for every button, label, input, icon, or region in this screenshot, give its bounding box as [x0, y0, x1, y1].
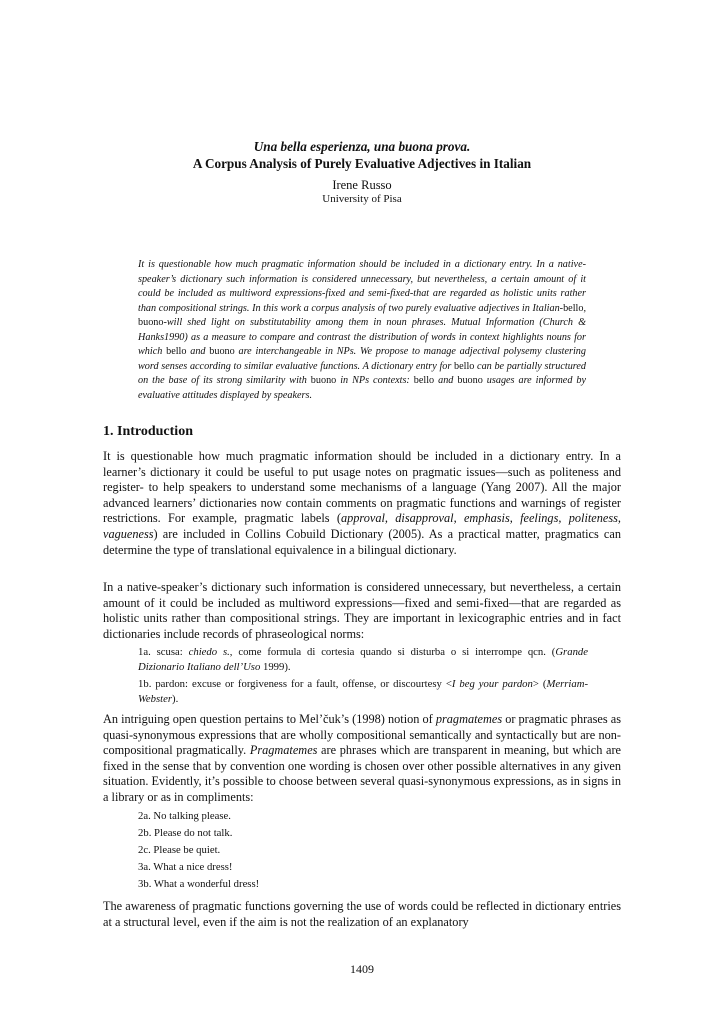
example-italic: chiedo s.	[188, 646, 230, 658]
author-name: Irene Russo	[332, 178, 392, 192]
abstract-text: It is questionable how much pragmatic information should be included in a dictionary entry. In a native-speaker’s dictionary such information is considered unnecessary, but nevertheless, a certain amount of it could be included as multiword expressions-fixed and semi-fixed-that are regarded as holistic units rather than compositional strings. In this work a corpus analysis of two purely evaluative adjectives in Italian-	[138, 259, 586, 314]
example-1a	[138, 645, 588, 674]
example-text: > (	[532, 678, 547, 690]
paragraph-text: An intriguing open question pertains to Mel’čuk’s (1998) notion of	[103, 712, 436, 726]
example-item: 3a. What a nice dress!	[138, 861, 233, 874]
paragraph-4: The awareness of pragmatic functions governing the use of words could be reflected in dictionary entries at a structural level, even if the aim is not the realization of an explanatory	[103, 899, 621, 929]
adjective-term: buono	[310, 375, 337, 386]
term-pragmatemes: Pragmatemes	[249, 743, 318, 758]
abstract-text: can be partially structured on the base of its strong similarity with	[138, 360, 586, 386]
example-1b	[138, 677, 588, 706]
adjective-term: buono	[457, 375, 483, 386]
example-source: Grande Dizionario Italiano dell’Uso	[138, 646, 588, 673]
adjective-term: buono	[138, 317, 164, 328]
example-block-2	[138, 808, 438, 893]
example-item: 3b. What a wonderful dress!	[138, 878, 260, 891]
term-pragmatemes: pragmatemes	[435, 712, 503, 726]
abstract-text: are interchangeable in NPs. We propose to manage adjectival polysemy clustering word senses according to similar evaluative functions. A dictionary entry for	[138, 346, 586, 372]
example-item: 2b. Please do not talk.	[138, 827, 233, 840]
paragraph-3	[103, 712, 621, 806]
example-item: 2a. No talking please.	[138, 810, 231, 822]
paragraph-text: It is questionable how much pragmatic information should be included in a dictionary entry. In a learner’s dictionary it could be useful to put usage notes on pragmatic issues—such as politeness and register- to help speakers to understand some mechanisms of a language (Yang 2007). All the major advanced learners’ dictionaries now contain comments on pragmatic functions and warnings of register restrictions. For example, pragmatic labels (	[103, 449, 621, 526]
paragraph-2: In a native-speaker’s dictionary such information is considered unnecessary, but nevertheless, a certain amount of it could be included as multiword expressions—fixed and semi-fixed—that are regarded as holistic units rather than compositional strings. They are important in lexicographic entries and in fact dictionaries include records of phraseological norms:	[103, 580, 621, 641]
author-affiliation: University of Pisa	[322, 193, 402, 205]
adjective-term: bello	[413, 375, 435, 386]
adjective-term: bello	[454, 360, 475, 372]
example-text: 1999).	[260, 660, 291, 673]
example-text: ).	[172, 692, 179, 705]
pragmatic-labels: approval, disapproval, emphasis, feelings, politeness, vagueness	[103, 511, 621, 541]
abstract-text: in NPs contexts:	[336, 375, 414, 386]
paper-title-line-2: A Corpus Analysis of Purely Evaluative Adjectives in Italian	[192, 156, 532, 171]
paragraph-text: or pragmatic phrases as quasi-synonymous expressions that are wholly compositional semantically and syntactically but are non- compositional pragmatically.	[103, 712, 622, 758]
abstract-text: ,	[583, 302, 586, 314]
paragraph-text: are phrases which are transparent in meaning, but which are fixed in the sense that by convention one wording is chosen over other possible alternatives in any given situation. Evidently, it’s possible to choose between several quasi-synonymous expressions, as in signs in a library or as in compliments:	[103, 743, 621, 804]
example-source: Merriam-Webster	[138, 678, 589, 705]
example-text: 1a. scusa:	[138, 646, 189, 658]
abstract-text: usages are informed by evaluative attitudes displayed by speakers.	[138, 375, 586, 401]
paper-title-line-1: Una bella esperienza, una buona prova.	[253, 139, 471, 154]
adjective-term: bello	[563, 302, 584, 314]
abstract-text: -will shed light on substitutability among them in noun phrases. Mutual Information (Church & Hanks1990) as a measure to compare and contrast the distribution of words in context highlights nouns for which	[138, 317, 586, 357]
abstract-text: and	[434, 375, 458, 386]
adjective-term: bello	[166, 346, 187, 357]
example-item: 2c. Please be quiet.	[138, 844, 221, 857]
paragraph-1	[103, 449, 621, 558]
example-text: 1b. pardon: excuse or forgiveness for a fault, offense, or discourtesy <	[138, 678, 452, 690]
adjective-term: buono	[209, 346, 235, 357]
abstract	[138, 258, 586, 403]
abstract-text: and	[186, 346, 210, 357]
example-italic: I beg your pardon	[451, 678, 533, 690]
section-heading: 1. Introduction	[103, 424, 193, 439]
example-block-1	[138, 645, 588, 709]
page-number: 1409	[350, 962, 374, 976]
paragraph-text: ) are included in Collins Cobuild Dictionary (2005). As a practical matter, pragmatics can determine the type of translational equivalence in a bilingual dictionary.	[103, 526, 621, 557]
example-text: , come formula di cortesia quando si disturba o si interrompe qcn. (	[229, 646, 556, 658]
